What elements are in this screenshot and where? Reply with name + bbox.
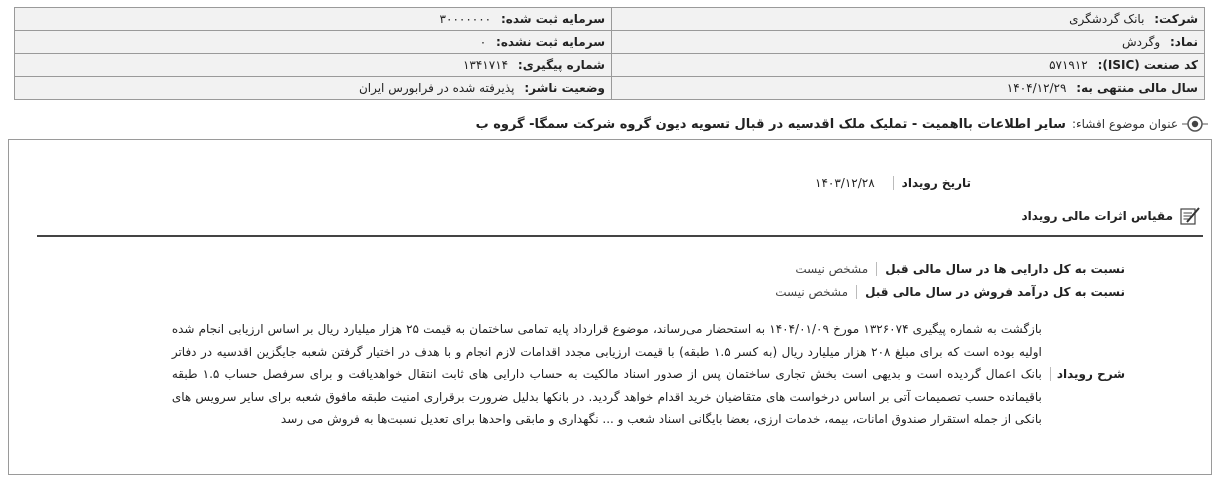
- company-cell: [612, 8, 1205, 31]
- isic-cell: [612, 54, 1205, 77]
- subject-title: سایر اطلاعات بااهمیت - تملیک ملک اقدسیه در قبال تسویه دیون گروه شرکت سمگا- گروه ب: [475, 116, 1066, 132]
- fiscal-year-value: ۱۴۰۴/۱۲/۲۹: [1006, 81, 1067, 95]
- company-info-table: [14, 7, 1205, 100]
- symbol-value: وگردش: [1122, 35, 1161, 49]
- ratio-assets-value: مشخص نیست: [795, 262, 869, 276]
- event-date-label: تاریخ رویداد: [893, 176, 971, 190]
- event-panel: [8, 139, 1212, 475]
- info-row-isic: [15, 54, 1205, 77]
- tracking-cell: [15, 54, 612, 77]
- event-description-text: بازگشت به شماره پیگیری ۱۳۲۶۰۷۴ مورخ ۱۴۰۴/۰۱/۰۹ به استحضار می‌رساند، موضوع قرارداد پایه تمامی ساختمان به قیمت ۲۵ هزار میلیارد ریال بر اساس ارزیابی انجام شده اولیه بوده است که برای مبلغ ۲۰۸ هزار میلیارد ریال (به کسر ۱.۵ طبقه) با قیمت ارزیابی مجدد اقدامات لازم انجام و با هدف در اختیار گرفتن شعبه جایگزین اقدسیه در دفاتر بانک اعمال گردیده است و بدیهی است بخش تجاری ساختمان پس از صدور اسناد مالکیت به حساب دارایی های ثابت انتقال خواهدیافت و برای سرفصل حساب ۱.۵ طبقه باقیمانده حسب تصمیمات آتی بر اساس درخواست های متقاضیان خرید اقدام خواهد گردید. در بانکها بدلیل ضرورت برقراری امنیت طبقه مافوق شعبه برای سایر سرویس های بانکی از جمله استقرار صندوق امانات، بیمه، خدمات ارزی، بعضا بایگانی اسناد شعب و ... نگهداری و مابقی واحدها برای تعدیل نسبت‌ها به فروش می رسد: [171, 322, 1042, 426]
- tracking-label: شماره پیگیری:: [517, 58, 605, 72]
- document-edit-icon: [1179, 206, 1201, 226]
- company-value: بانک گردشگری: [1069, 12, 1145, 26]
- publisher-status-cell: [15, 77, 612, 100]
- unregistered-capital-label: سرمایه ثبت نشده:: [496, 35, 605, 49]
- disclosure-subject: [14, 112, 1208, 136]
- registered-capital-label: سرمایه ثبت شده:: [500, 12, 605, 26]
- fiscal-year-label: سال مالی منتهی به:: [1076, 81, 1198, 95]
- info-row-fiscal: [15, 77, 1205, 100]
- event-description-row: [172, 318, 1125, 431]
- isic-value: ۵۷۱۹۱۲: [1049, 58, 1088, 72]
- section-divider: [37, 235, 1203, 237]
- event-date-value: ۱۴۰۳/۱۲/۲۸: [815, 176, 875, 190]
- symbol-label: نماد:: [1169, 35, 1198, 49]
- target-icon: [1182, 114, 1208, 134]
- company-label: شرکت:: [1154, 12, 1198, 26]
- ratio-sales-value: مشخص نیست: [775, 285, 849, 299]
- publisher-status-label: وضعیت ناشر:: [524, 81, 605, 95]
- event-date-row: [815, 176, 971, 190]
- ratio-assets-row: [795, 262, 1125, 276]
- publisher-status-value: پذیرفته شده در فرابورس ایران: [358, 81, 515, 95]
- unregistered-capital-cell: [15, 31, 612, 54]
- fiscal-year-cell: [612, 77, 1205, 100]
- event-description-label: شرح رویداد: [1050, 367, 1125, 381]
- isic-label: کد صنعت (ISIC):: [1097, 58, 1198, 72]
- ratio-assets-label: نسبت به کل دارایی ها در سال مالی قبل: [876, 262, 1125, 276]
- subject-prefix: عنوان موضوع افشاء:: [1071, 117, 1178, 131]
- info-row-symbol: [15, 31, 1205, 54]
- symbol-cell: [612, 31, 1205, 54]
- registered-capital-value: ۳۰۰۰۰۰۰۰: [439, 12, 492, 26]
- financial-impact-title: مقیاس اثرات مالی رویداد: [1021, 209, 1173, 223]
- ratio-sales-label: نسبت به کل درآمد فروش در سال مالی قبل: [856, 285, 1125, 299]
- info-row-company: [15, 8, 1205, 31]
- tracking-value: ۱۳۴۱۷۱۴: [462, 58, 509, 72]
- financial-impact-heading: [1022, 206, 1201, 226]
- ratio-sales-row: [775, 285, 1125, 299]
- registered-capital-cell: [15, 8, 612, 31]
- unregistered-capital-value: ۰: [479, 35, 487, 49]
